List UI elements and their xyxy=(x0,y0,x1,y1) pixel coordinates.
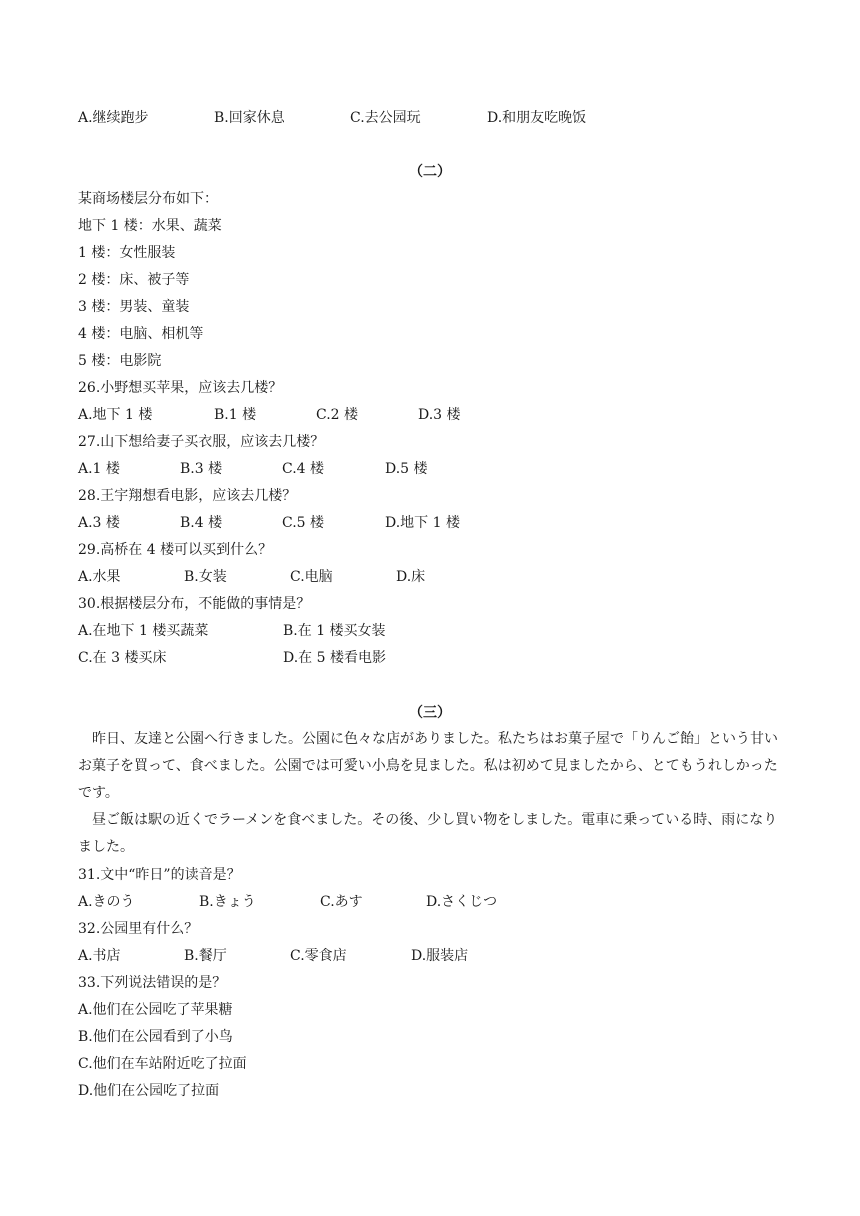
q27-option-d: D.5 楼 xyxy=(385,461,428,477)
reading-paragraph-1: 昨日、友達と公園へ行きました。公園に色々な店がありました。私たちはお菓子屋で「りんご飴」という甘いお菓子を買って、食べました。公園では可愛い小鳥を見ました。私は初めて見ましたから、とてもうれしかったです。 xyxy=(78,731,778,801)
q26-option-c: C.2 楼 xyxy=(316,407,359,423)
floor-5: 5 楼：电影院 xyxy=(78,353,162,369)
q33-option-a: A.他们在公园吃了苹果糖 xyxy=(78,1002,233,1018)
question-27: 27.山下想给妻子买衣服，应该去几楼？ xyxy=(78,434,325,450)
q29-option-a: A.水果 xyxy=(78,569,121,585)
section-2-intro: 某商场楼层分布如下： xyxy=(78,191,218,207)
q27-option-b: B.3 楼 xyxy=(180,461,223,477)
reading-paragraph-2: 昼ご飯は駅の近くでラーメンを食べました。その後、少し買い物をしました。電車に乗っている時、雨になりました。 xyxy=(78,812,778,855)
question-28: 28.王宇翔想看电影，应该去几楼？ xyxy=(78,488,297,504)
q26-option-d: D.3 楼 xyxy=(418,407,461,423)
q28-option-a: A.3 楼 xyxy=(78,515,120,531)
floor-3: 3 楼：男装、童装 xyxy=(78,299,190,315)
q31-option-a: A.きのう xyxy=(78,894,135,910)
q31-option-c: C.あす xyxy=(320,894,363,910)
q30-option-c: C.在 3 楼买床 xyxy=(78,650,167,666)
q28-option-d: D.地下 1 楼 xyxy=(385,515,460,531)
question-30: 30.根据楼层分布，不能做的事情是？ xyxy=(78,596,311,612)
q28-option-b: B.4 楼 xyxy=(180,515,223,531)
q30-option-b: B.在 1 楼买女装 xyxy=(283,623,386,639)
q25-option-d: D.和朋友吃晚饭 xyxy=(487,110,587,126)
question-29: 29.高桥在 4 楼可以买到什么？ xyxy=(78,542,273,558)
q32-option-b: B.餐厅 xyxy=(184,948,227,964)
q27-option-c: C.4 楼 xyxy=(282,461,325,477)
q33-option-c: C.他们在车站附近吃了拉面 xyxy=(78,1056,247,1072)
floor-b1: 地下 1 楼：水果、蔬菜 xyxy=(78,218,222,234)
question-31: 31.文中“昨日”的读音是？ xyxy=(78,867,241,883)
q33-option-d: D.他们在公园吃了拉面 xyxy=(78,1083,220,1099)
q25-option-c: C.去公园玩 xyxy=(350,110,421,126)
q26-option-a: A.地下 1 楼 xyxy=(78,407,153,423)
q26-option-b: B.1 楼 xyxy=(214,407,257,423)
q30-option-a: A.在地下 1 楼买蔬菜 xyxy=(78,623,209,639)
q29-option-c: C.电脑 xyxy=(290,569,333,585)
question-33: 33.下列说法错误的是？ xyxy=(78,975,227,991)
q32-option-d: D.服装店 xyxy=(411,948,469,964)
q28-option-c: C.5 楼 xyxy=(282,515,325,531)
q30-option-d: D.在 5 楼看电影 xyxy=(283,650,386,666)
section-3-heading: （三） xyxy=(409,705,451,721)
section-2-heading: （二） xyxy=(409,164,451,180)
floor-4: 4 楼：电脑、相机等 xyxy=(78,326,204,342)
q25-option-a: A.继续跑步 xyxy=(78,110,149,126)
floor-2: 2 楼：床、被子等 xyxy=(78,272,190,288)
q25-option-b: B.回家休息 xyxy=(214,110,285,126)
q31-option-d: D.さくじつ xyxy=(426,894,498,910)
q31-option-b: B.きょう xyxy=(199,894,256,910)
floor-1: 1 楼：女性服装 xyxy=(78,245,176,261)
question-32: 32.公园里有什么？ xyxy=(78,921,199,937)
q33-option-b: B.他们在公园看到了小鸟 xyxy=(78,1029,233,1045)
q32-option-c: C.零食店 xyxy=(290,948,347,964)
question-26: 26.小野想买苹果，应该去几楼？ xyxy=(78,380,283,396)
q27-option-a: A.1 楼 xyxy=(78,461,120,477)
q29-option-d: D.床 xyxy=(396,569,426,585)
q32-option-a: A.书店 xyxy=(78,948,121,964)
q29-option-b: B.女装 xyxy=(184,569,227,585)
